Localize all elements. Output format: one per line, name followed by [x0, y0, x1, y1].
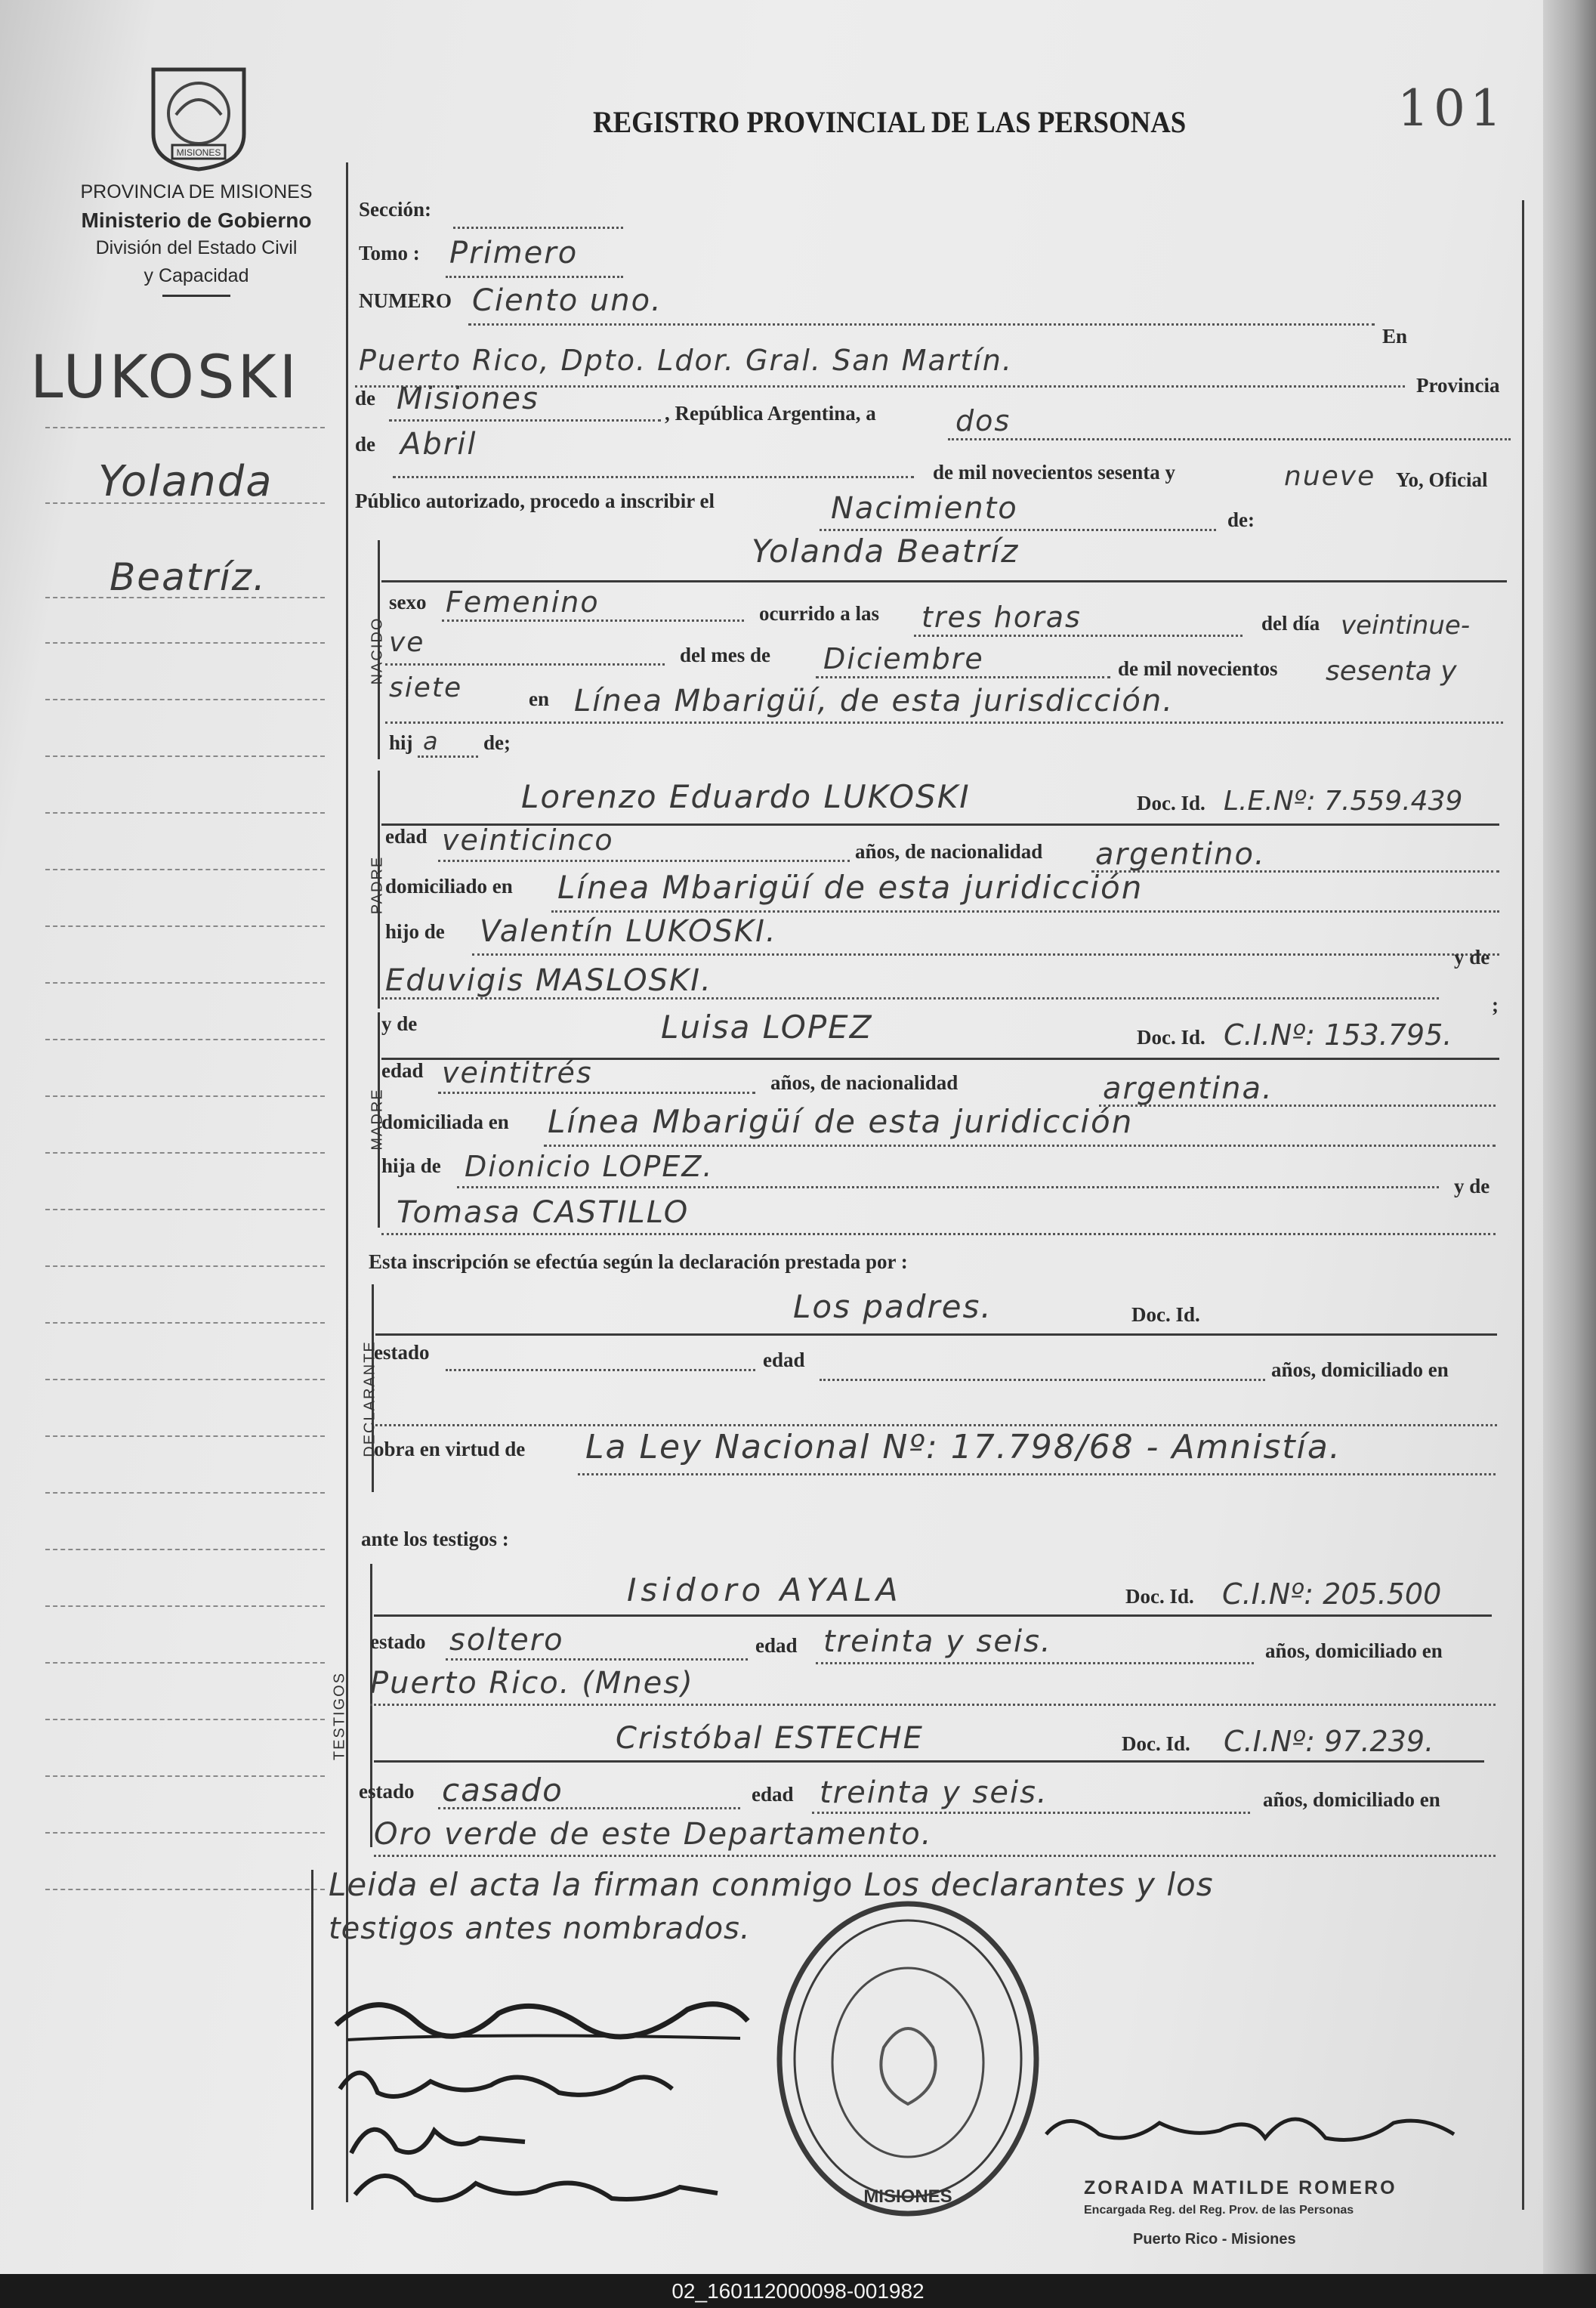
testigo2-estado-value: casado: [442, 1772, 563, 1809]
provincia-line: [389, 419, 661, 422]
ocurrido-label: ocurrido a las: [759, 602, 879, 625]
de-mil-label: de mil novecientos: [1118, 657, 1278, 680]
official-round-stamp: [770, 1896, 1046, 2221]
testigo1-dom-value: Puerto Rico. (Mnes): [370, 1666, 694, 1701]
anio-nac2-value: siete: [389, 672, 463, 703]
frame-right-line: [1522, 200, 1524, 2210]
margin-line: [45, 1265, 325, 1267]
dia-acta-value: dos: [955, 404, 1011, 437]
declaracion-label: Esta inscripción se efectúa según la declaración prestada por :: [369, 1250, 908, 1273]
dia-acta-line: [948, 438, 1511, 440]
margin-line: [45, 597, 325, 598]
testigo2-edad-label: edad: [752, 1783, 794, 1806]
padre-domicilio-label: domiciliado en: [385, 875, 513, 898]
declarante-doc-label: Doc. Id.: [1131, 1303, 1200, 1326]
del-dia-label: del día: [1261, 612, 1320, 635]
mes-acta-line: [393, 476, 914, 478]
lugar-nac-line: [385, 721, 1503, 724]
madre-doc-value: C.I.Nº: 153.795.: [1224, 1018, 1452, 1052]
issuer-header: [30, 178, 363, 297]
stamp-official-role: Encargada Reg. del Reg. Prov. de las Personas: [1084, 2204, 1354, 2217]
numero-line: [468, 323, 1375, 326]
testigos-side-label: TESTIGOS: [331, 1671, 348, 1761]
hij-suffix-value: a: [423, 727, 440, 755]
padre-nac-line: [1091, 870, 1499, 873]
margin-line: [45, 982, 325, 984]
capacity-label: y Capacidad: [144, 265, 249, 286]
nacido-nombre-line: [381, 580, 1507, 582]
declarante-edad-label: edad: [763, 1349, 805, 1371]
signature-oficial-drawing: [1039, 2093, 1462, 2161]
margin-line: [45, 1322, 325, 1324]
madre-nombre-value: Luisa LOPEZ: [661, 1009, 873, 1046]
madre-nac-line: [1099, 1105, 1496, 1107]
en-label: En: [1382, 325, 1408, 348]
margin-line: [45, 1492, 325, 1494]
ministry-label: Ministerio de Gobierno: [81, 209, 312, 232]
padre-nac-value: argentino.: [1095, 837, 1266, 872]
mes-acta-value: Abril: [400, 427, 477, 462]
padre-edad-line: [438, 860, 850, 862]
margin-name1: Yolanda: [98, 457, 273, 506]
republica-label: , República Argentina, a: [665, 402, 876, 425]
testigo2-dom-value: Oro verde de este Departamento.: [374, 1817, 933, 1852]
en2-label: en: [529, 687, 549, 710]
de-semi-label: de;: [483, 731, 511, 754]
testigo2-line: [374, 1760, 1484, 1763]
margin-line: [45, 1152, 325, 1154]
provincia-value: Misiones: [397, 382, 539, 416]
madre-madre-value: Tomasa CASTILLO: [397, 1195, 690, 1230]
margin-line: [45, 869, 325, 870]
nacido-side-label: NACIDO: [369, 616, 386, 685]
padre-side-label: PADRE: [369, 855, 386, 915]
margin-line: [45, 1889, 325, 1890]
dia-nac1-value: veintinue-: [1341, 610, 1471, 641]
signature-madre-drawing: [332, 2051, 680, 2112]
obra-line: [578, 1473, 1496, 1475]
de-label: de: [355, 387, 375, 409]
tomo-label: Tomo :: [359, 242, 420, 264]
madre-y-de-label: y de: [1454, 1175, 1490, 1197]
madre-edad-line: [438, 1092, 755, 1094]
hora-value: tres horas: [921, 601, 1082, 634]
margin-surname: LUKOSKI: [30, 344, 300, 412]
tomo-value: Primero: [449, 236, 579, 270]
madre-side-label: MADRE: [369, 1088, 386, 1151]
margin-line: [45, 925, 325, 927]
declarante-dom-line: [375, 1424, 1497, 1426]
declarante-estado-line: [446, 1369, 755, 1371]
padre-anos-label: años, de nacionalidad: [855, 840, 1043, 863]
padre-padre-line: [472, 953, 1499, 956]
padre-doc-value: L.E.Nº: 7.559.439: [1224, 786, 1463, 817]
nacido-nombre-value: Yolanda Beatríz: [752, 533, 1020, 570]
header-rule: [162, 295, 230, 297]
yo-oficial-label: Yo, Oficial: [1396, 468, 1488, 491]
margin-line: [45, 699, 325, 700]
padre-dom-line: [551, 910, 1499, 913]
sexo-label: sexo: [389, 591, 427, 613]
dia-nac2-line: [385, 663, 665, 666]
madre-padre-line: [457, 1186, 1439, 1188]
seccion-line: [453, 227, 623, 229]
margin-line: [45, 1719, 325, 1720]
madre-madre-line: [381, 1233, 1496, 1235]
de2-label: de: [355, 433, 375, 456]
testigo2-anos-label: años, domiciliado en: [1263, 1788, 1440, 1811]
stamp-official-name: ZORAIDA MATILDE ROMERO: [1084, 2177, 1397, 2198]
testigo1-doc-value: C.I.Nº: 205.500: [1222, 1577, 1442, 1611]
del-mes-label: del mes de: [680, 644, 770, 666]
testigo1-edad-value: treinta y seis.: [823, 1624, 1052, 1659]
page-edge: [1543, 0, 1596, 2274]
signature-margin-line: [311, 1870, 313, 2210]
obra-value: La Ley Nacional Nº: 17.798/68 - Amnistía.: [585, 1428, 1341, 1466]
mes-nac-line: [816, 676, 1110, 678]
signature-padre: [332, 1979, 755, 2057]
margin-name2: Beatríz.: [110, 555, 267, 599]
margin-line: [45, 1662, 325, 1664]
acto-line: [820, 529, 1216, 531]
sexo-line: [442, 619, 744, 622]
testigo1-estado-value: soltero: [449, 1623, 564, 1658]
tomo-line: [446, 276, 623, 278]
coat-of-arms-seal: [142, 62, 255, 171]
mes-nac-value: Diciembre: [823, 642, 984, 675]
seccion-label: Sección:: [359, 198, 431, 221]
document-title: REGISTRO PROVINCIAL DE LAS PERSONAS: [593, 105, 1187, 139]
madre-nac-value: argentina.: [1103, 1071, 1273, 1106]
hij-label: hij: [389, 731, 413, 754]
margin-line: [45, 1775, 325, 1777]
margin-line: [45, 812, 325, 814]
madre-edad-label: edad: [381, 1059, 424, 1082]
hijo-de-label: hijo de: [385, 920, 445, 943]
declarante-anos-label: años, domiciliado en: [1271, 1358, 1449, 1381]
margin-line: [45, 1209, 325, 1210]
testigo2-doc-label: Doc. Id.: [1122, 1732, 1190, 1755]
signature-testigo2-drawing: [347, 2157, 725, 2217]
margin-line: [45, 1379, 325, 1380]
margin-line: [45, 1832, 325, 1834]
testigo2-edad-line: [812, 1812, 1250, 1814]
declarante-estado-label: estado: [374, 1341, 430, 1364]
testigo1-doc-label: Doc. Id.: [1125, 1585, 1194, 1608]
padre-edad-label: edad: [385, 825, 428, 848]
y-de2-label: y de: [381, 1012, 418, 1035]
testigo2-dom-line: [374, 1855, 1496, 1857]
publico-label: Público autorizado, procedo a inscribir el: [355, 490, 715, 512]
padre-madre-value: Eduvigis MASLOSKI.: [385, 963, 712, 998]
stamp-official-place: Puerto Rico - Misiones: [1133, 2231, 1296, 2248]
padre-y-de-label: y de: [1454, 946, 1490, 969]
margin-line: [45, 1549, 325, 1550]
margin-line: [45, 1095, 325, 1097]
padre-madre-line: [381, 997, 1439, 1000]
margin-line: [45, 642, 325, 644]
signature-oficial: [1039, 2093, 1462, 2171]
anio-nac1-value: sesenta y: [1326, 656, 1457, 687]
lugar-value: Puerto Rico, Dpto. Ldor. Gral. San Martín.: [359, 344, 1013, 377]
acto-value: Nacimiento: [831, 491, 1018, 526]
padre-dom-value: Línea Mbarigüí de esta juridicción: [557, 869, 1144, 906]
lugar-nac-value: Línea Mbarigüí, de esta jurisdicción.: [574, 684, 1174, 718]
stamp-base-text: MISIONES: [863, 2186, 952, 2207]
semicolon-label: ;: [1492, 993, 1499, 1016]
division-label: División del Estado Civil: [95, 237, 298, 258]
province-label: PROVINCIA DE MISIONES: [80, 181, 313, 202]
madre-padre-value: Dionicio LOPEZ.: [465, 1150, 714, 1183]
padre-doc-label: Doc. Id.: [1137, 792, 1205, 814]
provincia-label: Provincia: [1416, 374, 1500, 397]
margin-line: [45, 502, 325, 504]
hija-de-label: hija de: [381, 1154, 441, 1177]
declarante-side-label: DECLARANTE: [361, 1340, 378, 1457]
padre-nombre-value: Lorenzo Eduardo LUKOSKI: [521, 778, 971, 815]
margin-line: [45, 1435, 325, 1437]
testigo1-value: Isidoro AYALA: [627, 1571, 903, 1608]
testigo1-estado-line: [446, 1658, 748, 1661]
testigo1-estado-label: estado: [370, 1630, 426, 1653]
cierre-line2: testigos antes nombrados.: [329, 1911, 751, 1946]
madre-dom-line: [544, 1145, 1496, 1147]
madre-dom-value: Línea Mbarigüí de esta juridicción: [548, 1103, 1134, 1140]
folio-number: 101: [1397, 79, 1506, 137]
obra-label: obra en virtud de: [374, 1438, 526, 1460]
madre-anos-label: años, de nacionalidad: [770, 1071, 959, 1094]
testigo2-estado-label: estado: [359, 1780, 415, 1803]
cierre-line1: Leida el acta la firman conmigo Los declarantes y los: [329, 1866, 1214, 1903]
margin-line: [45, 1605, 325, 1607]
padre-padre-value: Valentín LUKOSKI.: [480, 914, 777, 949]
dia-nac2-value: ve: [389, 627, 425, 658]
madre-edad-value: veintitrés: [442, 1056, 593, 1089]
hij-line: [418, 755, 478, 758]
signature-padre-drawing: [332, 1979, 755, 2047]
anio-acta-value: nueve: [1284, 461, 1376, 492]
madre-doc-label: Doc. Id.: [1137, 1026, 1205, 1049]
numero-label: NUMERO: [359, 289, 452, 312]
testigos-label: ante los testigos :: [361, 1528, 509, 1550]
testigo2-value: Cristóbal ESTECHE: [616, 1721, 924, 1756]
seal-label: MISIONES: [176, 147, 221, 158]
margin-line: [45, 1039, 325, 1040]
margin-line: [45, 427, 325, 428]
declarante-edad-line: [820, 1379, 1265, 1381]
testigo1-dom-line: [370, 1704, 1496, 1706]
declarante-value: Los padres.: [793, 1288, 992, 1325]
testigo1-edad-label: edad: [755, 1634, 798, 1657]
margin-line: [45, 755, 325, 757]
testigo2-edad-value: treinta y seis.: [820, 1775, 1048, 1810]
de-colon-label: de:: [1227, 508, 1255, 531]
testigo2-doc-value: C.I.Nº: 97.239.: [1224, 1725, 1434, 1758]
testigo2-estado-line: [438, 1807, 740, 1809]
hora-line: [914, 635, 1243, 637]
image-caption: 02_160112000098-001982: [0, 2274, 1596, 2308]
declarante-line: [375, 1333, 1497, 1336]
signature-testigo2: [347, 2157, 725, 2227]
testigo1-anos-label: años, domiciliado en: [1265, 1639, 1443, 1662]
padre-edad-value: veinticinco: [442, 823, 614, 857]
mil-label: de mil novecientos sesenta y: [933, 461, 1175, 484]
madre-domicilio-label: domiciliada en: [381, 1111, 509, 1133]
numero-value: Ciento uno.: [472, 283, 662, 318]
testigo1-line: [374, 1614, 1492, 1617]
testigo1-edad-line: [816, 1662, 1254, 1664]
sexo-value: Femenino: [446, 585, 600, 619]
